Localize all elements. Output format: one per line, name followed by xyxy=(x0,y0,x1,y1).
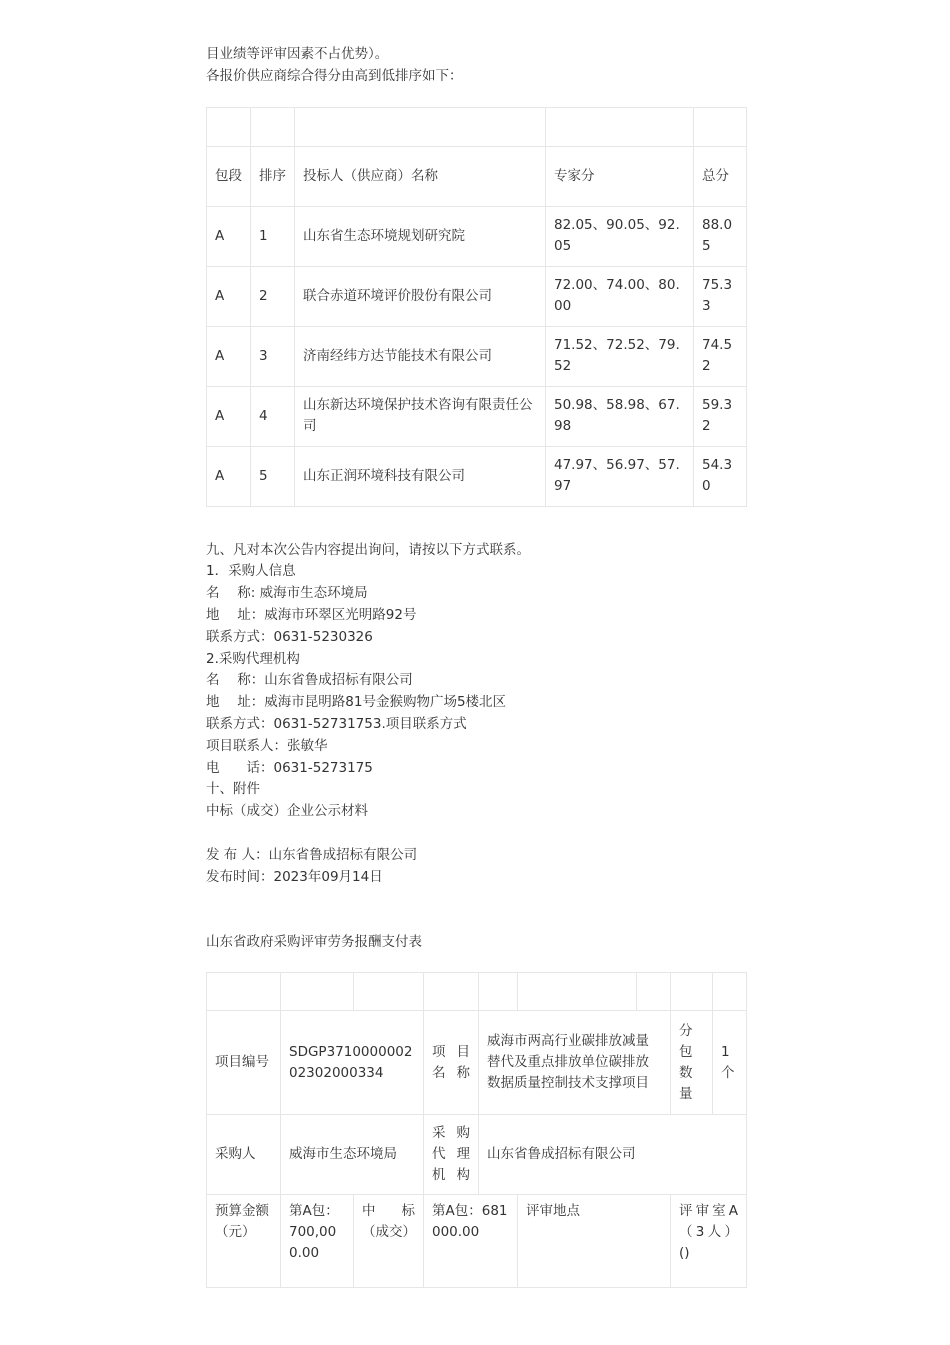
venue-label: 评审地点 xyxy=(518,1195,671,1288)
cell-expert-scores: 50.98、58.98、67.98 xyxy=(546,386,694,446)
attachment-heading: 十、附件 xyxy=(206,781,260,798)
award-label: 中标（成交） xyxy=(354,1195,424,1288)
package-count-label: 分包数量 xyxy=(671,1011,713,1115)
cell-bidder: 山东新达环境保护技术咨询有限责任公司 xyxy=(295,386,546,446)
cell-package: A xyxy=(207,326,251,386)
package-count-value: 1个 xyxy=(713,1011,747,1115)
cell-total: 54.30 xyxy=(694,446,747,506)
agency-heading: 2.采购代理机构 xyxy=(206,650,300,667)
cell-package: A xyxy=(207,266,251,326)
budget-label: 预算金额（元） xyxy=(207,1195,281,1288)
cell-bidder: 山东正润环境科技有限公司 xyxy=(295,446,546,506)
cell-rank: 3 xyxy=(251,326,295,386)
cell-package: A xyxy=(207,446,251,506)
purchaser-value: 威海市生态环境局 xyxy=(281,1115,424,1195)
header-bidder: 投标人（供应商）名称 xyxy=(295,146,546,206)
purchaser-name: 名 称: 威海市生态环境局 xyxy=(206,585,368,602)
cell-bidder: 山东省生态环境规划研究院 xyxy=(295,206,546,266)
table-row xyxy=(207,266,747,326)
contact-heading: 九、凡对本次公告内容提出询问，请按以下方式联系。 xyxy=(206,541,530,558)
budget-value: 第A包：700,000.00 xyxy=(281,1195,354,1288)
ranking-table xyxy=(206,107,747,507)
project-name-value: 威海市两高行业碳排放减量替代及重点排放单位碳排放数据质量控制技术支撑项目 xyxy=(479,1011,671,1115)
project-contact: 项目联系人：张敏华 xyxy=(206,737,328,754)
cell-total: 75.33 xyxy=(694,266,747,326)
table-row xyxy=(207,446,747,506)
cell-rank: 4 xyxy=(251,386,295,446)
project-no-label: 项目编号 xyxy=(207,1011,281,1115)
header-total: 总分 xyxy=(694,146,747,206)
purchaser-address: 地 址：威海市环翠区光明路92号 xyxy=(206,606,417,623)
project-name-label: 项目名称 xyxy=(424,1011,479,1115)
header-package: 包段 xyxy=(207,146,251,206)
publisher: 发 布 人：山东省鲁成招标有限公司 xyxy=(206,846,418,863)
cell-rank: 1 xyxy=(251,206,295,266)
intro-line-2: 各报价供应商综合得分由高到低排序如下： xyxy=(206,67,463,84)
document-body xyxy=(206,44,746,1288)
cell-bidder: 济南经纬方达节能技术有限公司 xyxy=(295,326,546,386)
table-row xyxy=(207,1011,747,1115)
purchaser-label: 采购人 xyxy=(207,1115,281,1195)
attachment-item[interactable]: 中标（成交）企业公示材料 xyxy=(206,803,368,820)
cell-bidder: 联合赤道环境评价股份有限公司 xyxy=(295,266,546,326)
agency-label: 采购代理机构 xyxy=(424,1115,479,1195)
cell-expert-scores: 82.05、90.05、92.05 xyxy=(546,206,694,266)
table-header-row xyxy=(207,146,747,206)
cell-rank: 2 xyxy=(251,266,295,326)
purchaser-heading: 1．采购人信息 xyxy=(206,563,296,580)
payment-table xyxy=(206,972,747,1288)
table-row xyxy=(207,1115,747,1195)
agency-name: 名 称：山东省鲁成招标有限公司 xyxy=(206,672,413,689)
venue-value: 评审室A（3人）() xyxy=(671,1195,747,1288)
purchaser-phone: 联系方式：0631-5230326 xyxy=(206,628,373,645)
header-expert-scores: 专家分 xyxy=(546,146,694,206)
table-row xyxy=(207,206,747,266)
table-spacer-row xyxy=(207,107,747,146)
cell-expert-scores: 72.00、74.00、80.00 xyxy=(546,266,694,326)
header-rank: 排序 xyxy=(251,146,295,206)
table-spacer-row xyxy=(207,973,747,1011)
project-no-value: SDGP371000000202302000334 xyxy=(281,1011,424,1115)
agency-phone: 联系方式：0631-52731753.项目联系方式 xyxy=(206,715,467,732)
agency-address: 地 址：威海市昆明路81号金猴购物广场5楼北区 xyxy=(206,694,507,711)
award-value: 第A包：681000.00 xyxy=(424,1195,518,1288)
cell-total: 74.52 xyxy=(694,326,747,386)
table-row xyxy=(207,326,747,386)
publish-time: 发布时间：2023年09月14日 xyxy=(206,868,383,885)
table-row xyxy=(207,1195,747,1288)
project-phone: 电 话：0631-5273175 xyxy=(206,759,373,776)
cell-package: A xyxy=(207,386,251,446)
cell-package: A xyxy=(207,206,251,266)
cell-rank: 5 xyxy=(251,446,295,506)
cell-total: 88.05 xyxy=(694,206,747,266)
agency-value: 山东省鲁成招标有限公司 xyxy=(479,1115,747,1195)
table-row xyxy=(207,386,747,446)
intro-line-1: 目业绩等评审因素不占优势）。 xyxy=(206,46,389,62)
payment-table-title: 山东省政府采购评审劳务报酬支付表 xyxy=(206,934,422,951)
cell-expert-scores: 71.52、72.52、79.52 xyxy=(546,326,694,386)
cell-expert-scores: 47.97、56.97、57.97 xyxy=(546,446,694,506)
cell-total: 59.32 xyxy=(694,386,747,446)
